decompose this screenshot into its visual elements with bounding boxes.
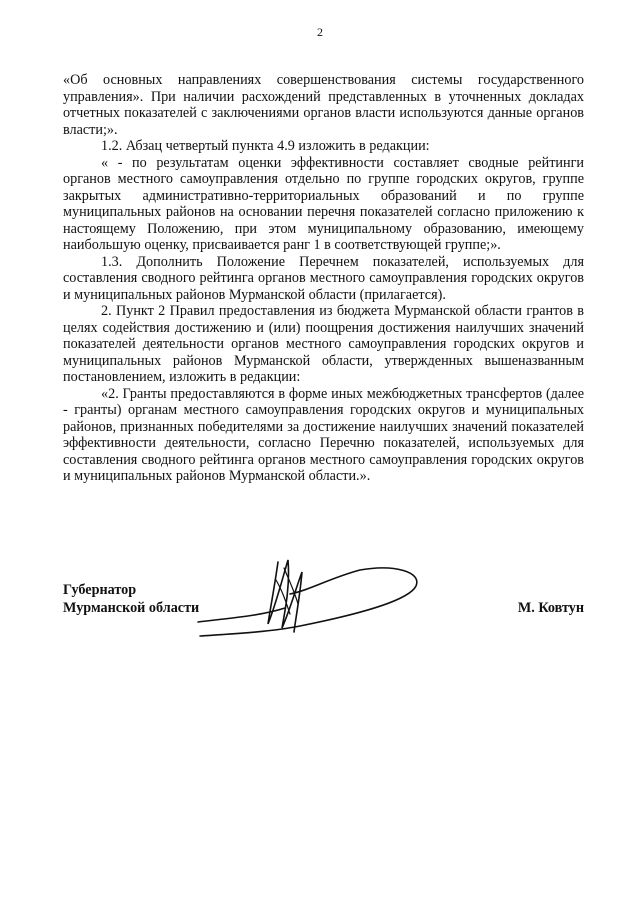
signatory-title: Губернатор (63, 582, 137, 598)
paragraph-1-2: 1.2. Абзац четвертый пункта 4.9 изложить в редакции: (101, 138, 430, 154)
paragraph-2: 2. Пункт 2 Правил предоставления из бюджета Мурманской области грантов в целях содействия достижению и (или) поощрения достижения наилучших значений показателей деятельности органов местного самоуправления городских округов и муниципальных районов Мурманской области, утвержденных вышеназванным постановлением, изложить в редакции: (63, 303, 584, 385)
signature-block (63, 581, 584, 641)
page-number: 2 (317, 25, 323, 39)
document-body (63, 72, 584, 485)
signatory-name: М. Ковтун (517, 600, 584, 616)
paragraph-1-3: 1.3. Дополнить Положение Перечнем показателей, используемых для составления сводного рейтинга органов местного самоуправления городских округов и муниципальных районов Мурманской области (прилагается). (63, 253, 584, 303)
paragraph-grants: «2. Гранты предоставляются в форме иных межбюджетных трансфертов (далее - гранты) органам местного самоуправления городских округов и муниципальных районов, признанных победителями за достижение наилучших значений показателей эффективности деятельности, согласно Перечню показателей, используемых для составления сводного рейтинга органов местного самоуправления городских округов и муниципальных районов Мурманской области.». (63, 385, 584, 484)
signatory-region: Мурманской области (63, 600, 200, 616)
paragraph-quote-end: «Об основных направлениях совершенствования системы государственного управления». При наличии расхождений представленных в уточненных докладах отчетных показателей с заключениями органов власти используются данные органов власти;». (63, 72, 584, 138)
paragraph-ratings: « - по результатам оценки эффективности составляет сводные рейтинги органов местного самоуправления отдельно по группе городских округов, группе закрытых административно-территориальных образований и по группе муниципальных районов на основании перечня показателей согласно приложению к настоящему Положению, при этом муниципальному образованию, имеющему наибольшую оценку, присваивается ранг 1 в соответствующей группе;». (63, 154, 584, 253)
